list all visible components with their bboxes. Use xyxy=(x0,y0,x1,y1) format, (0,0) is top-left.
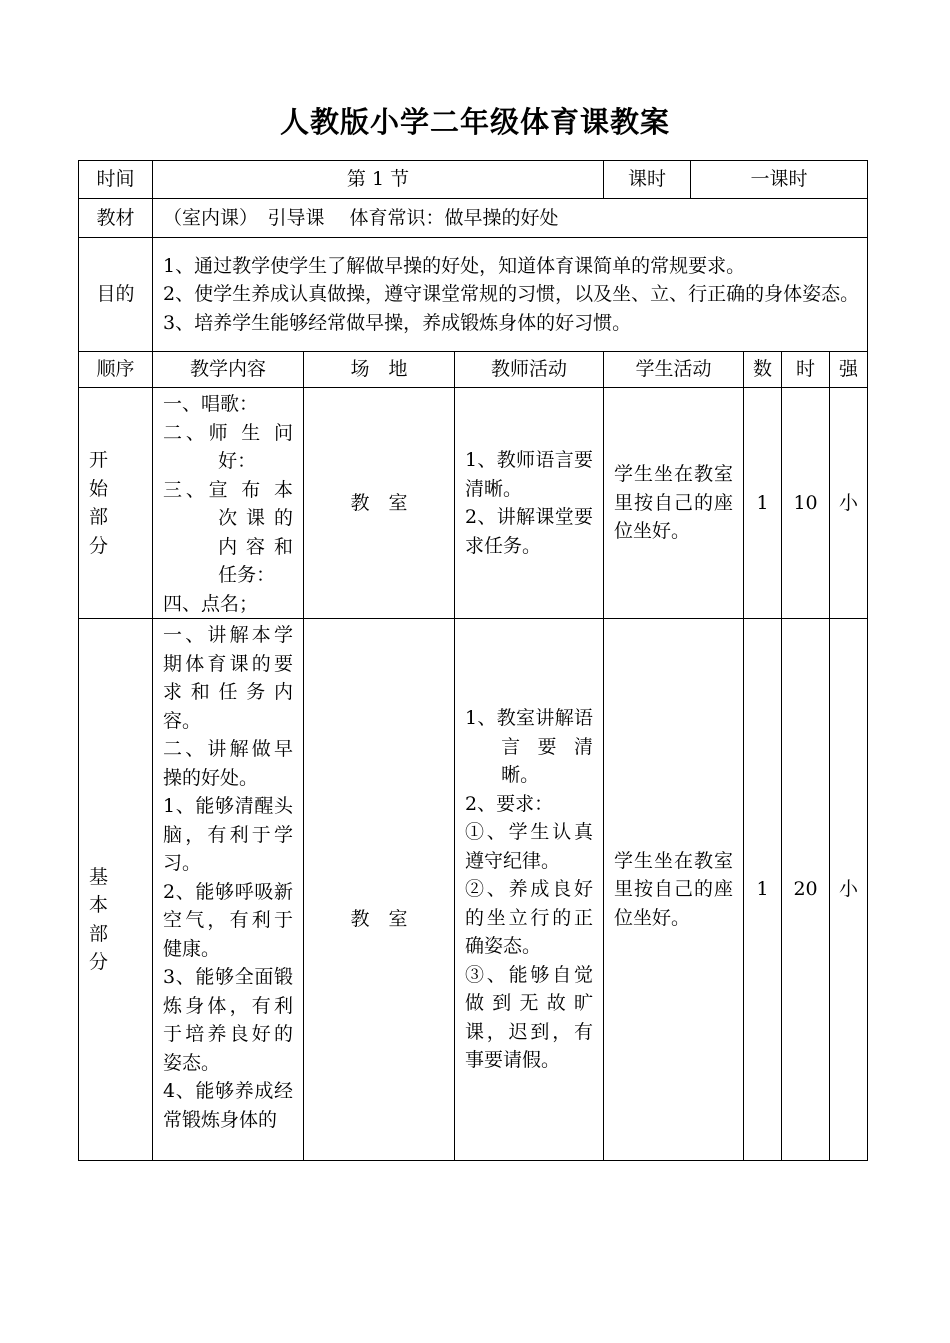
section-content xyxy=(153,619,304,1161)
section-teacher xyxy=(455,619,604,1161)
section-content xyxy=(153,388,304,619)
header-content: 教学内容 xyxy=(153,352,304,388)
section-count: 1 xyxy=(744,619,782,1161)
header-teacher: 教师活动 xyxy=(455,352,604,388)
content-item: 3、能够全面锻炼身体，有利于培养良好的姿态。 xyxy=(163,966,293,1074)
content-item: 三、宣 布 本 次 课 的 内 容 和 任务： xyxy=(163,478,293,586)
content-item: 二、师 生 问 好： xyxy=(163,421,293,472)
lesson-plan-table xyxy=(78,160,868,1161)
goal-items xyxy=(153,238,868,352)
content-item: 一、讲解本学期体育课的要求和任务内容。 xyxy=(163,624,293,732)
time-label: 时间 xyxy=(79,161,153,199)
header-student: 学生活动 xyxy=(604,352,744,388)
material-label: 教材 xyxy=(79,199,153,238)
content-item: 2、能够呼吸新空气，有利于健康。 xyxy=(163,880,293,960)
section-venue: 教 室 xyxy=(304,388,455,619)
teacher-item: 2、要求： xyxy=(465,792,554,815)
period-label: 课时 xyxy=(604,161,691,198)
material-value: （室内课） 引导课 体育常识：做早操的好处 xyxy=(153,199,868,238)
goal-label: 目的 xyxy=(79,238,153,352)
page-title: 人教版小学二年级体育课教案 xyxy=(279,105,670,139)
goal-item: 1、通过教学使学生了解做早操的好处，知道体育课简单的常规要求。 xyxy=(163,254,746,277)
teacher-item: 1、教师语言要清晰。 xyxy=(465,449,594,500)
teacher-item: ①、学生认真遵守纪律。 xyxy=(465,821,594,872)
header-time: 时 xyxy=(782,352,830,388)
teacher-item: 2、讲解课堂要求任务。 xyxy=(465,506,594,557)
goal-item: 2、使学生养成认真做操，遵守课堂常规的习惯，以及坐、立、行正确的身体姿态。 xyxy=(163,283,860,306)
header-venue: 场 地 xyxy=(304,352,455,388)
content-item: 二、讲解做早操的好处。 xyxy=(163,738,293,789)
section-student: 学生坐在教室里按自己的座位坐好。 xyxy=(604,619,744,1161)
content-item: 4、能够养成经常锻炼身体的 xyxy=(163,1080,293,1131)
goal-row xyxy=(79,238,868,352)
section-time: 10 xyxy=(782,388,830,619)
content-item: 一、唱歌： xyxy=(163,393,259,415)
period-value: 一课时 xyxy=(750,168,808,190)
section-time: 20 xyxy=(782,619,830,1161)
header-count: 数 xyxy=(744,352,782,388)
section-venue: 教 室 xyxy=(304,619,455,1161)
section-order-text: 开始部分 xyxy=(89,449,109,557)
teacher-item: ③、能够自觉做到无故旷课，迟到，有事要请假。 xyxy=(465,963,594,1072)
content-item: 四、点名； xyxy=(163,592,259,615)
section-order xyxy=(79,388,153,619)
teacher-item: ②、养成良好的坐立行的正确姿态。 xyxy=(465,878,594,958)
section-order-text: 基本部分 xyxy=(89,865,109,973)
time-row xyxy=(79,161,868,199)
content-item: 1、能够清醒头脑，有利于学习。 xyxy=(163,795,293,874)
time-value: 第 1 节 xyxy=(153,161,604,199)
material-row xyxy=(79,199,868,238)
section-intensity: 小 xyxy=(830,619,868,1161)
section-student: 学生坐在教室里按自己的座位坐好。 xyxy=(604,388,744,619)
header-row xyxy=(79,352,868,388)
section-order xyxy=(79,619,153,1161)
section-count: 1 xyxy=(744,388,782,619)
section-teacher xyxy=(455,388,604,619)
section-basic-row xyxy=(79,619,868,1161)
teacher-item: 1、教室讲解语言要清晰。 xyxy=(465,707,594,787)
goal-item: 3、培养学生能够经常做早操，养成锻炼身体的好习惯。 xyxy=(163,311,632,334)
section-intensity: 小 xyxy=(830,388,868,619)
header-intensity: 强 xyxy=(830,352,868,388)
section-start-row xyxy=(79,388,868,619)
header-order: 顺序 xyxy=(79,352,153,388)
